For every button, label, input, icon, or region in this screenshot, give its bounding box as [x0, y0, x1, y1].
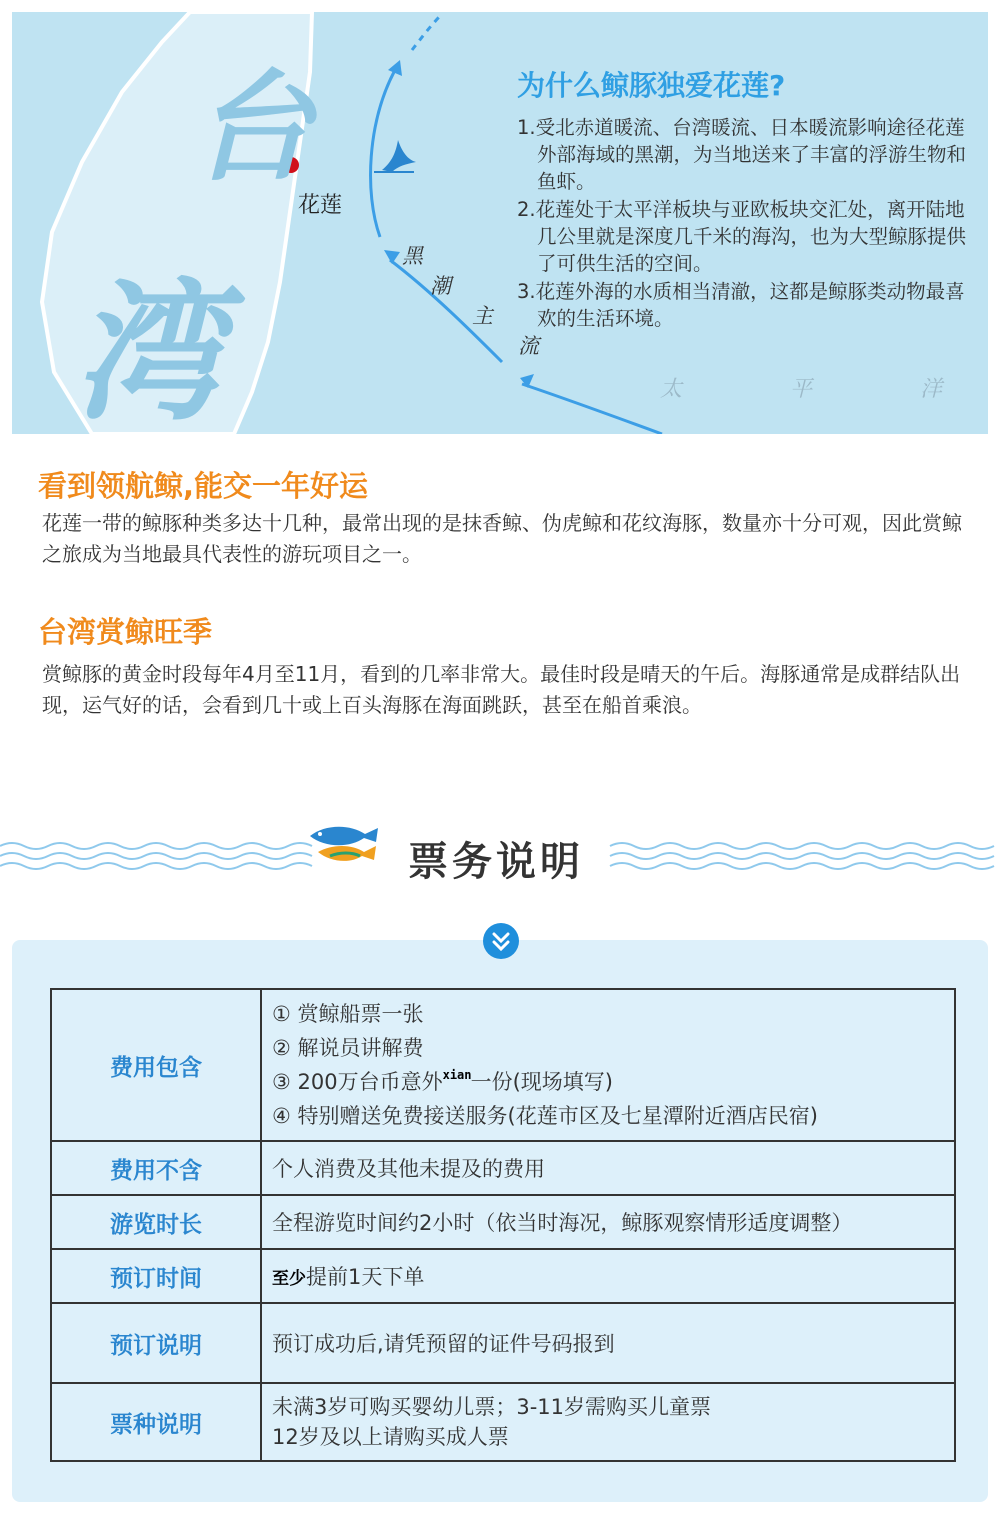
- reason-item: 1.受北赤道暖流、台湾暖流、日本暖流影响途径花莲外部海域的黑潮，为当地送来了丰富的浮游生物和鱼虾。: [517, 116, 967, 193]
- table-row: [51, 1383, 955, 1461]
- included-item-insurance-tail: 一份(现场填写): [470, 1070, 613, 1094]
- table-row: [51, 1141, 955, 1195]
- current-label-char: 主: [472, 304, 493, 328]
- city-label-hualien: 花莲: [298, 193, 343, 218]
- row-value-booking-time: [261, 1249, 955, 1303]
- row-label-ticket-types: 票种说明: [51, 1383, 261, 1461]
- included-item: ④ 特别赠送免费接送服务(花莲市区及七星潭附近酒店民宿): [272, 1104, 818, 1128]
- current-arrowhead-middle: [384, 250, 400, 264]
- row-label-booking-time: 预订时间: [51, 1249, 261, 1303]
- current-arrowhead-upper: [388, 60, 402, 76]
- table-row: [51, 989, 955, 1141]
- booking-time-prefix: 至少: [272, 1269, 306, 1289]
- section-text-peak-season: 赏鲸豚的黄金时段每年4月至11月，看到的几率非常大。最佳时段是晴天的午后。海豚通常是成群结队出现，运气好的话，会看到几十或上百头海豚在海面跳跃，甚至在船首乘浪。: [42, 662, 961, 717]
- ticket-section-title: 票务说明: [408, 839, 584, 885]
- whale-tail-icon: [382, 140, 416, 172]
- table-row: [51, 1195, 955, 1249]
- ocean-label-char: 洋: [920, 377, 943, 402]
- whale-map-infographic: [12, 12, 988, 434]
- ticket-type-line: 12岁及以上请购买成人票: [272, 1425, 509, 1449]
- row-label-duration: 游览时长: [51, 1195, 261, 1249]
- current-arrow-lower: [522, 384, 662, 434]
- section-title-peak-season: 台湾赏鲸旺季: [38, 615, 213, 649]
- row-value-duration: 全程游览时间约2小时（依当时海况，鲸豚观察情形适度调整）: [261, 1195, 955, 1249]
- insurance-annotation: [443, 1070, 471, 1094]
- reason-item: 3.花莲外海的水质相当清澈，这都是鲸豚类动物最喜欢的生活环境。: [517, 280, 965, 330]
- section-text-pilot-whale: 花莲一带的鲸豚种类多达十几种，最常出现的是抹香鲸、伪虎鲸和花纹海豚，数量亦十分可观，因此赏鲸之旅成为当地最具代表性的游玩项目之一。: [42, 511, 962, 566]
- included-item: [272, 1065, 944, 1099]
- current-arrow-top: [412, 14, 442, 50]
- included-item: ① 赏鲸船票一张: [272, 1002, 424, 1026]
- row-label-excluded: 费用不含: [51, 1141, 261, 1195]
- row-value-excluded: 个人消费及其他未提及的费用: [261, 1141, 955, 1195]
- row-label-included: 费用包含: [51, 989, 261, 1141]
- table-row: [51, 1303, 955, 1383]
- current-label-char: 潮: [430, 274, 451, 298]
- current-label-char: 流: [518, 334, 539, 358]
- insurance-annotation-text: xian: [442, 1068, 472, 1082]
- row-value-ticket-types: [261, 1383, 955, 1461]
- reason-list: [517, 114, 967, 333]
- section-title-pilot-whale: 看到领航鲸,能交一年好运: [38, 469, 369, 503]
- fish-icon: [310, 827, 378, 861]
- booking-time-value: 提前1天下单: [306, 1265, 425, 1289]
- ticket-type-line: 未满3岁可购买婴幼儿票；3-11岁需购买儿童票: [272, 1395, 712, 1419]
- expand-down-icon[interactable]: [483, 923, 519, 959]
- ocean-label-char: 平: [790, 377, 813, 402]
- current-arrow-upper: [371, 72, 394, 237]
- taiwan-char-2: 湾: [72, 265, 223, 434]
- ticket-info-table: [50, 988, 956, 1462]
- included-item: ② 解说员讲解费: [272, 1036, 424, 1060]
- why-hualien-title: 为什么鲸豚独爱花莲?: [517, 69, 786, 102]
- table-row: [51, 1249, 955, 1303]
- taiwan-char-1: 台: [192, 57, 312, 198]
- row-value-included: [261, 989, 955, 1141]
- ocean-label-char: 太: [660, 377, 683, 402]
- row-value-booking-note: 预订成功后,请凭预留的证件号码报到: [261, 1303, 955, 1383]
- current-label-char: 黑: [402, 244, 423, 268]
- row-label-booking-note: 预订说明: [51, 1303, 261, 1383]
- included-item-insurance: ③ 200万台币意外: [272, 1070, 443, 1094]
- reason-item: 2.花莲处于太平洋板块与亚欧板块交汇处，离开陆地几公里就是深度几千米的海沟，也为大型鲸豚提供了可供生活的空间。: [517, 198, 967, 275]
